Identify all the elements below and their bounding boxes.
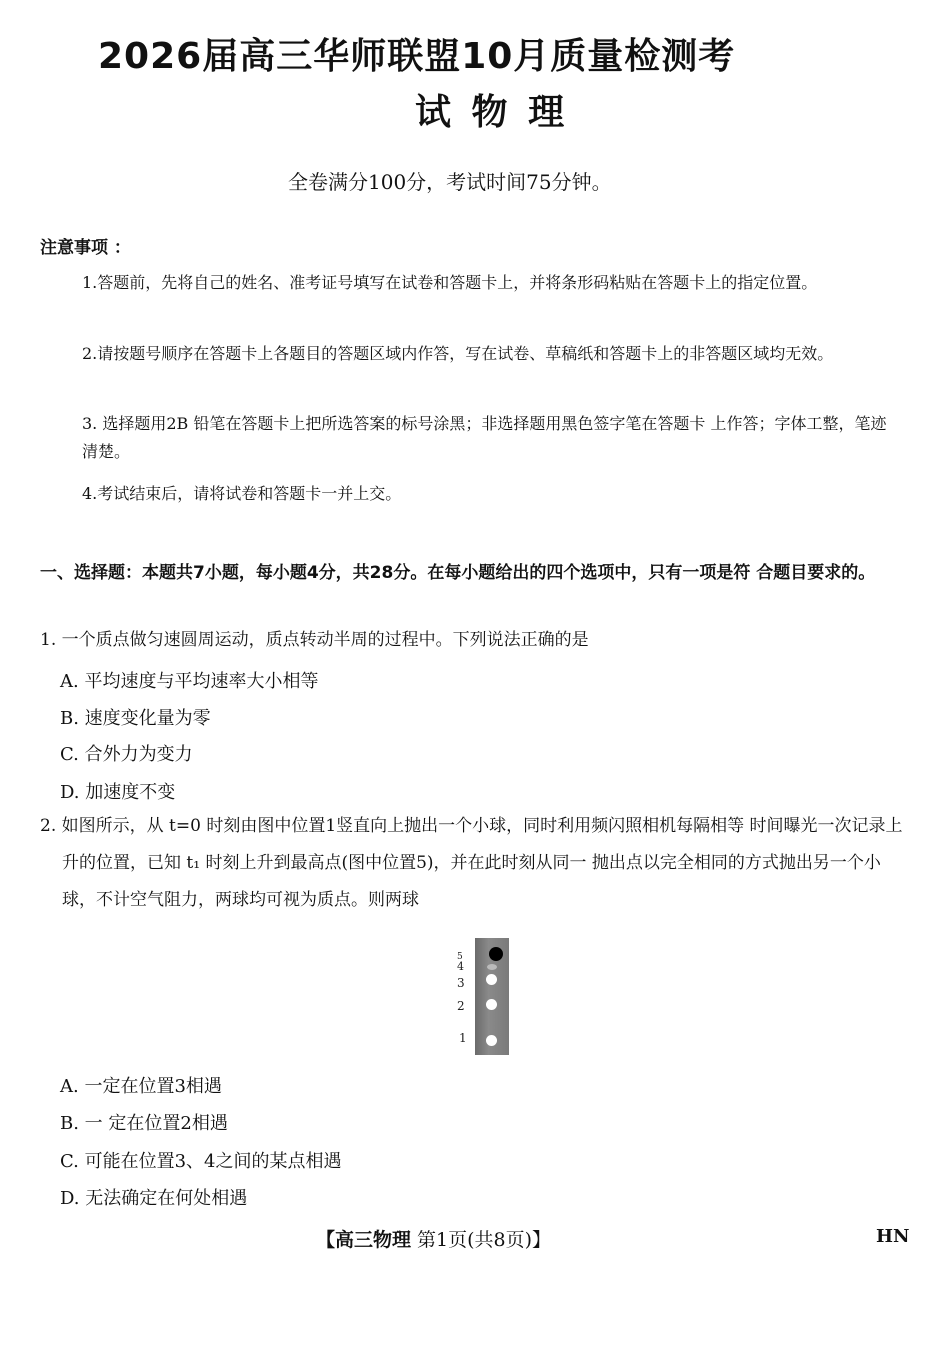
notes-heading: 注意事项 ： xyxy=(40,238,131,258)
note-item: 2.请按题号顺序在答题卡上各题目的答题区域内作答，写在试卷、草稿纸和答题卡上的非答题区域均无效。 xyxy=(82,344,834,363)
question-2-option-a: A. 一定在位置3相遇 xyxy=(60,1076,222,1097)
exam-title: 2026届高三华师联盟10月质量检测考 xyxy=(98,36,736,77)
ball-position-2 xyxy=(486,999,497,1010)
footer-region-code: HN xyxy=(876,1226,910,1247)
question-1-option-b: B. 速度变化量为零 xyxy=(60,708,211,729)
ball-position-4 xyxy=(487,964,497,970)
ball-position-3 xyxy=(486,974,497,985)
ball-position-1 xyxy=(486,1035,497,1046)
section-heading: 一、选择题：本题共7小题，每小题4分，共28分。在每小题给出的四个选项中，只有一项是符 合题目要求的。 xyxy=(40,563,876,583)
question-1-option-a: A. 平均速度与平均速率大小相等 xyxy=(60,671,319,692)
strobe-figure xyxy=(452,936,512,1058)
question-1-stem: 1. 一个质点做匀速圆周运动，质点转动半周的过程中。下列说法正确的是 xyxy=(40,630,589,650)
subject-title: 试 物 理 xyxy=(415,92,569,133)
label-2: 2 xyxy=(457,999,465,1013)
footer-subject: 【高三物理 xyxy=(316,1229,412,1251)
note-item: 1.答题前，先将自己的姓名、准考证号填写在试卷和答题卡上，并将条形码粘贴在答题卡上的指定位置。 xyxy=(82,273,818,292)
question-2-option-c: C. 可能在位置3、4之间的某点相遇 xyxy=(60,1151,342,1172)
footer-page-number: 第1页(共8页)】 xyxy=(411,1229,552,1251)
label-1: 1 xyxy=(459,1031,467,1045)
question-2-stem-text: 2. 如图所示，从 t=0 时刻由图中位置1竖直向上抛出一个小球，同时利用频闪照相机每隔相等 时间曝光一次记录上升的位置，已知 t₁ 时刻上升到最高点(图中位置5)，并在此时刻从同一 抛出点以完全相同的方式抛出另一个小球，不计空气阻力，两球均可视为质点。则两球 xyxy=(40,816,903,910)
question-1-option-d: D. 加速度不变 xyxy=(60,782,176,803)
exam-info: 全卷满分100分，考试时间75分钟。 xyxy=(288,170,612,194)
question-2-option-d: D. 无法确定在何处相遇 xyxy=(60,1188,248,1209)
note-item: 4.考试结束后，请将试卷和答题卡一并上交。 xyxy=(82,484,402,503)
page-footer xyxy=(316,1225,551,1252)
note-item: 3. 选择题用2B 铅笔在答题卡上把所选答案的标号涂黑；非选择题用黑色签字笔在答题卡 上作答；字体工整，笔迹清楚。 xyxy=(82,414,887,461)
question-2-stem xyxy=(40,808,905,919)
label-3: 3 xyxy=(457,976,465,990)
question-2-option-b: B. 一 定在位置2相遇 xyxy=(60,1113,228,1134)
label-5: 5 xyxy=(457,952,463,962)
label-4: 4 xyxy=(457,960,464,973)
ball-position-5 xyxy=(489,947,503,961)
question-1-option-c: C. 合外力为变力 xyxy=(60,744,193,765)
